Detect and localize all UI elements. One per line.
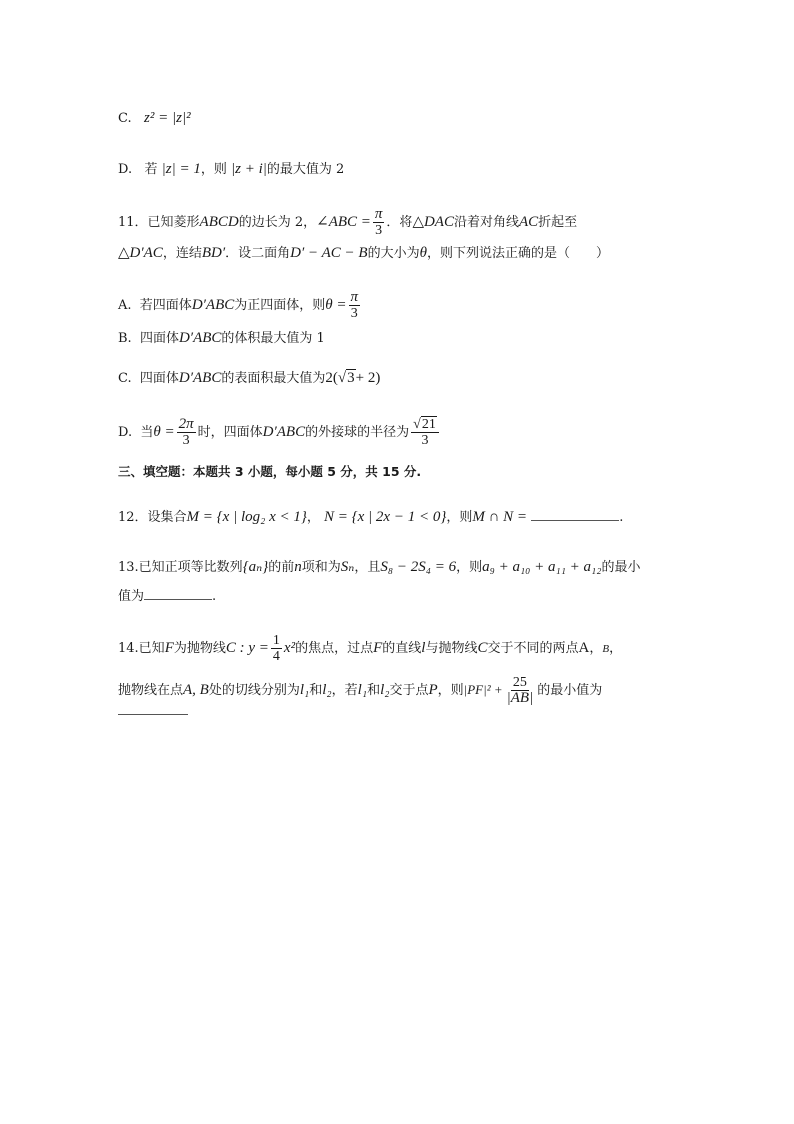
section-heading: 三、填空题：本题共 3 小题，每小题 5 分，共 15 分.	[118, 464, 422, 479]
fraction: $\frac{\pi}{3}$	[350, 289, 359, 321]
q11-line1: 11．已知菱形ABCD的边长为 2，∠ABC = $\frac{\pi}{3}$ ．将△DAC沿着对角线AC折起至	[118, 206, 578, 238]
q11-option-b: B. 四面体D′ABC的体积最大值为 1	[118, 330, 325, 346]
answer-blank[interactable]	[144, 587, 212, 600]
option-c: C. z² = |z|²	[118, 110, 191, 126]
fraction: $\frac{1}{4}$	[272, 633, 280, 664]
fraction: $\frac{2\pi}{3}$	[178, 416, 194, 448]
q11-line2: △D′AC，连结BD′．设二面角D′ − AC − B的大小为θ，则下列说法正确的是（ ）	[118, 245, 609, 261]
q13-line2: 值为 .	[118, 589, 217, 604]
formula: z² = |z|²	[144, 110, 191, 126]
q11-option-a: A. 若四面体D′ABC为正四面体，则θ = $\frac{\pi}{3}$	[118, 289, 359, 321]
q11-option-d: D. 当θ = $\frac{2\pi}{3}$ 时，四面体D′ABC的外接球的半径为 $\frac{√21}{3}$	[118, 417, 441, 448]
q11-option-c: C. 四面体D′ABC的表面积最大值为2(√3+ 2)	[118, 370, 381, 386]
q14-line3	[118, 702, 188, 722]
answer-blank[interactable]	[531, 508, 619, 521]
q12: 12．设集合M = {x | log₂ x < 1}， N = {x | 2x − 1 < 0}，则M ∩ N = .	[118, 509, 624, 525]
answer-blank[interactable]	[118, 702, 188, 715]
option-d: D. 若 |z| = 1，则 |z + i|的最大值为 2	[118, 161, 345, 177]
q14-line2: 抛物线在点A, B处的切线分别为l₁和l₂，若l₁和l₂交于点P，则|PF|² + $\frac{25}{|AB|}$ 的最小值为	[118, 675, 603, 706]
q13-line1: 13.已知正项等比数列{aₙ}的前n项和为Sₙ，且S₈ − 2S₄ = 6，则a₉ + a₁₀ + a₁₁ + a₁₂的最小	[118, 559, 641, 575]
fraction-sqrt: $\frac{√21}{3}$	[411, 417, 439, 448]
fraction: $\frac{25}{|AB|}$	[506, 675, 534, 706]
fraction: $\frac{\pi}{3}$	[374, 206, 383, 238]
q14-line1: 14.已知F为抛物线C : y = $\frac{1}{4}$ x²的焦点，过点F的直线l与抛物线C交于不同的两点A，B，	[118, 633, 623, 664]
